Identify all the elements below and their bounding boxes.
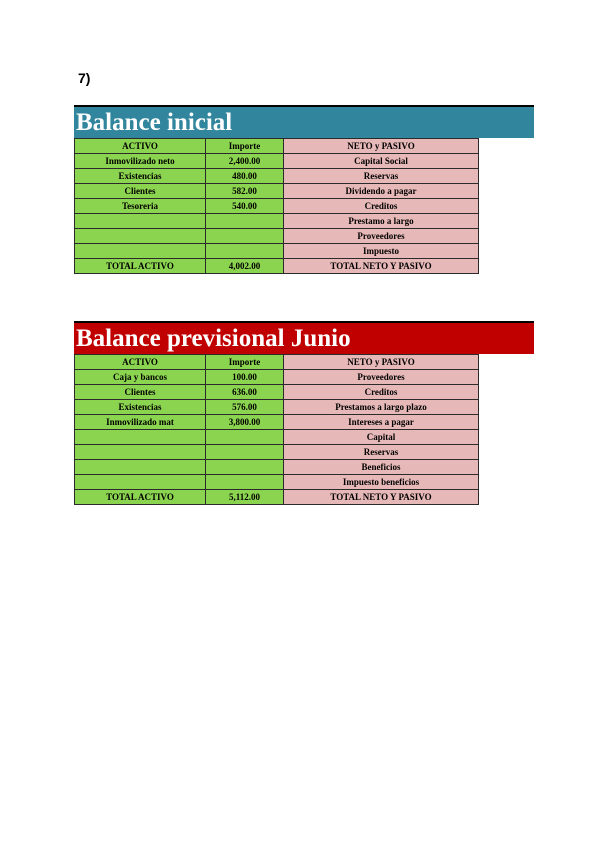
row-activo-cell: Existencias bbox=[75, 169, 206, 184]
header-importe-cell: Importe bbox=[206, 139, 284, 154]
row-neto-pasivo-cell: Capital Social bbox=[284, 154, 479, 169]
table-row bbox=[75, 400, 479, 415]
table-row bbox=[75, 475, 479, 490]
row-importe-cell: 576.00 bbox=[206, 400, 284, 415]
table-row bbox=[75, 169, 479, 184]
row-activo-cell bbox=[75, 460, 206, 475]
row-neto-pasivo-cell: Capital bbox=[284, 430, 479, 445]
table-row bbox=[75, 415, 479, 430]
row-neto-pasivo-cell: Impuesto beneficios bbox=[284, 475, 479, 490]
balance-previsional-table bbox=[74, 354, 479, 505]
table-row bbox=[75, 229, 479, 244]
total-activo-cell: TOTAL ACTIVO bbox=[75, 490, 206, 505]
row-neto-pasivo-cell: Proveedores bbox=[284, 229, 479, 244]
table-header-row bbox=[75, 139, 479, 154]
balance-previsional-title: Balance previsional Junio bbox=[76, 325, 351, 352]
row-neto-pasivo-cell: Intereses a pagar bbox=[284, 415, 479, 430]
row-importe-cell: 636.00 bbox=[206, 385, 284, 400]
total-importe-cell: 5,112.00 bbox=[206, 490, 284, 505]
row-importe-cell bbox=[206, 475, 284, 490]
row-importe-cell bbox=[206, 214, 284, 229]
row-neto-pasivo-cell: Creditos bbox=[284, 199, 479, 214]
row-activo-cell bbox=[75, 229, 206, 244]
table-row bbox=[75, 154, 479, 169]
table-row bbox=[75, 244, 479, 259]
table-header-row bbox=[75, 355, 479, 370]
table-row bbox=[75, 445, 479, 460]
row-importe-cell bbox=[206, 229, 284, 244]
header-neto-pasivo-cell: NETO y PASIVO bbox=[284, 139, 479, 154]
row-importe-cell bbox=[206, 445, 284, 460]
table-total-row bbox=[75, 259, 479, 274]
row-importe-cell: 480.00 bbox=[206, 169, 284, 184]
row-activo-cell bbox=[75, 244, 206, 259]
balance-inicial-title: Balance inicial bbox=[76, 109, 233, 136]
table-row bbox=[75, 385, 479, 400]
row-importe-cell: 582.00 bbox=[206, 184, 284, 199]
row-importe-cell: 2,400.00 bbox=[206, 154, 284, 169]
row-activo-cell: Clientes bbox=[75, 385, 206, 400]
total-neto-pasivo-cell: TOTAL NETO Y PASIVO bbox=[284, 490, 479, 505]
table-row bbox=[75, 214, 479, 229]
balance-previsional bbox=[74, 321, 534, 505]
row-activo-cell: Inmovilizado mat bbox=[75, 415, 206, 430]
row-neto-pasivo-cell: Proveedores bbox=[284, 370, 479, 385]
row-neto-pasivo-cell: Beneficios bbox=[284, 460, 479, 475]
row-importe-cell bbox=[206, 460, 284, 475]
row-neto-pasivo-cell: Dividendo a pagar bbox=[284, 184, 479, 199]
row-activo-cell: Tesoreria bbox=[75, 199, 206, 214]
balance-inicial-table bbox=[74, 138, 479, 274]
row-importe-cell: 100.00 bbox=[206, 370, 284, 385]
row-activo-cell bbox=[75, 445, 206, 460]
row-neto-pasivo-cell: Reservas bbox=[284, 445, 479, 460]
row-importe-cell bbox=[206, 244, 284, 259]
balance-inicial-banner bbox=[74, 105, 534, 138]
row-neto-pasivo-cell: Reservas bbox=[284, 169, 479, 184]
table-row bbox=[75, 184, 479, 199]
row-importe-cell: 3,800.00 bbox=[206, 415, 284, 430]
row-activo-cell bbox=[75, 214, 206, 229]
row-activo-cell bbox=[75, 430, 206, 445]
balance-previsional-banner bbox=[74, 321, 534, 354]
row-neto-pasivo-cell: Prestamo a largo bbox=[284, 214, 479, 229]
row-importe-cell bbox=[206, 430, 284, 445]
table-row bbox=[75, 370, 479, 385]
question-number: 7) bbox=[78, 70, 91, 86]
total-importe-cell: 4,002.00 bbox=[206, 259, 284, 274]
row-neto-pasivo-cell: Prestamos a largo plazo bbox=[284, 400, 479, 415]
header-neto-pasivo-cell: NETO y PASIVO bbox=[284, 355, 479, 370]
row-activo-cell: Caja y bancos bbox=[75, 370, 206, 385]
row-neto-pasivo-cell: Creditos bbox=[284, 385, 479, 400]
row-neto-pasivo-cell: Impuesto bbox=[284, 244, 479, 259]
header-activo-cell: ACTIVO bbox=[75, 139, 206, 154]
table-row bbox=[75, 199, 479, 214]
total-neto-pasivo-cell: TOTAL NETO Y PASIVO bbox=[284, 259, 479, 274]
row-activo-cell: Existencias bbox=[75, 400, 206, 415]
header-importe-cell: Importe bbox=[206, 355, 284, 370]
row-activo-cell bbox=[75, 475, 206, 490]
table-row bbox=[75, 430, 479, 445]
table-total-row bbox=[75, 490, 479, 505]
header-activo-cell: ACTIVO bbox=[75, 355, 206, 370]
table-row bbox=[75, 460, 479, 475]
balance-inicial bbox=[74, 105, 534, 274]
row-activo-cell: Clientes bbox=[75, 184, 206, 199]
total-activo-cell: TOTAL ACTIVO bbox=[75, 259, 206, 274]
row-importe-cell: 540.00 bbox=[206, 199, 284, 214]
row-activo-cell: Inmovilizado neto bbox=[75, 154, 206, 169]
